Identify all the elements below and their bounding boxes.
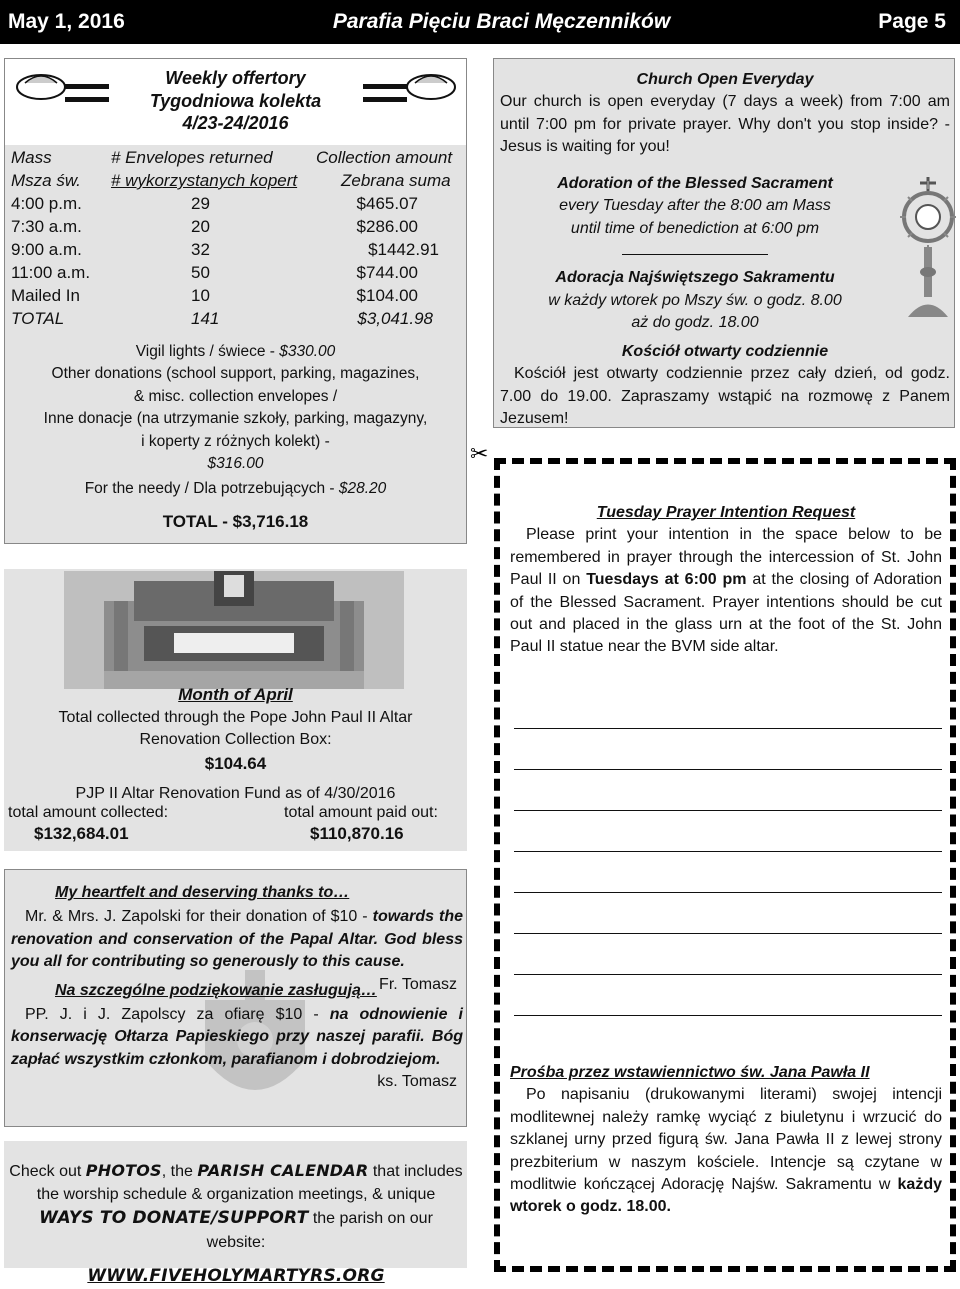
prayer-pl-time: każdy wtorek o godz. 18.00. bbox=[510, 1175, 942, 1216]
website-text bbox=[8, 1159, 464, 1289]
writing-line[interactable] bbox=[514, 974, 942, 975]
envelope-count: 10 bbox=[191, 286, 210, 305]
prayer-time: Tuesdays at 6:00 pm bbox=[586, 571, 747, 589]
monstrance-icon bbox=[898, 177, 958, 327]
header-page-number: Page 5 bbox=[878, 10, 946, 34]
vigil-lights-line bbox=[5, 341, 466, 363]
photos-label: PHOTOS bbox=[85, 1161, 162, 1180]
prayer-instructions-pl bbox=[510, 1062, 942, 1219]
adoration-schedule bbox=[500, 173, 890, 334]
altar-renovation-box bbox=[4, 569, 467, 851]
table-row bbox=[11, 193, 463, 216]
parish-calendar-label: PARISH CALENDAR bbox=[197, 1161, 369, 1180]
column-header-amount: Collection amount bbox=[316, 148, 453, 167]
collected-amount: $132,684.01 bbox=[34, 824, 129, 843]
thanks-en-plain: Mr. & Mrs. J. Zapolski for their donation of $10 - bbox=[25, 908, 368, 926]
prayer-paragraph bbox=[510, 524, 942, 658]
page-header bbox=[0, 0, 960, 44]
envelope-count: 20 bbox=[191, 217, 210, 236]
signature-ks-tomasz: ks. Tomasz bbox=[377, 1073, 457, 1091]
collected-label: total amount collected: bbox=[8, 804, 169, 821]
needy-amount: $28.20 bbox=[338, 479, 387, 497]
website-text-3: that includes the worship schedule & organization meetings, & unique bbox=[36, 1163, 463, 1204]
other-donations-en-2: & misc. collection envelopes / bbox=[133, 387, 338, 405]
prayer-heading-pl: Prośba przez wstawiennictwo św. Jana Pawła II bbox=[510, 1064, 870, 1081]
adoracja-line-1: w każdy wtorek po Mszy św. o godz. 8.00 bbox=[548, 291, 842, 309]
table-row bbox=[11, 285, 463, 308]
offertory-table bbox=[11, 147, 463, 331]
mass-time: Mailed In bbox=[11, 286, 80, 305]
signature-fr-tomasz: Fr. Tomasz bbox=[379, 975, 457, 993]
ways-to-donate-label: WAYS TO DONATE/SUPPORT bbox=[39, 1208, 309, 1229]
intention-writing-lines[interactable] bbox=[514, 728, 942, 1056]
table-header-en bbox=[11, 147, 463, 170]
thanks-en-bold: towards the renovation and conservation of the Papal Altar. God bless you all for contributing so generously to this cause. bbox=[11, 908, 463, 971]
thanks-text bbox=[11, 882, 463, 1094]
table-row bbox=[11, 239, 463, 262]
header-date: May 1, 2016 bbox=[8, 10, 125, 34]
other-donations bbox=[5, 341, 466, 500]
collection-basket-icon bbox=[361, 67, 459, 107]
church-open-heading: Church Open Everyday bbox=[636, 71, 814, 88]
adoration-line-1: every Tuesday after the 8:00 am Mass bbox=[559, 197, 831, 215]
other-donations-pl-2: i koperty z różnych kolekt) - bbox=[141, 432, 330, 450]
adoration-line-2: until time of benediction at 6:00 pm bbox=[570, 219, 820, 237]
writing-line[interactable] bbox=[514, 728, 942, 729]
collection-amount: $465.07 bbox=[356, 194, 418, 213]
box-amount: $104.64 bbox=[204, 753, 267, 773]
writing-line[interactable] bbox=[514, 892, 942, 893]
website-text-2: , the bbox=[161, 1163, 193, 1180]
church-open-paragraph-pl: Kościół jest otwarty codziennie przez cały dzień, od godz. 7.00 do 19.00. Zapraszamy wstąpić na rozmowę z Panem Jezusem! bbox=[500, 365, 950, 428]
website-text-4: the parish on our website: bbox=[206, 1210, 433, 1252]
vigil-label: Vigil lights / świece - bbox=[135, 343, 275, 360]
needy-label: For the needy / Dla potrzebujących - bbox=[84, 479, 335, 497]
table-row bbox=[11, 262, 463, 285]
altar-line-2: Renovation Collection Box: bbox=[139, 731, 332, 749]
prayer-heading: Tuesday Prayer Intention Request bbox=[596, 504, 856, 521]
thanks-paragraph-pl bbox=[11, 1004, 463, 1091]
paid-amount: $110,870.16 bbox=[310, 824, 404, 843]
website-text-1: Check out bbox=[9, 1163, 82, 1180]
offertory-title-en: Weekly offertory bbox=[165, 68, 306, 88]
fund-line: PJP II Altar Renovation Fund as of 4/30/2016 bbox=[75, 785, 396, 803]
offertory-title-pl: Tygodniowa kolekta bbox=[149, 90, 322, 111]
writing-line[interactable] bbox=[514, 810, 942, 811]
website-link[interactable]: WWW.FIVEHOLYMARTYRS.ORG bbox=[87, 1266, 385, 1287]
envelope-count: 29 bbox=[191, 194, 210, 213]
month-heading: Month of April bbox=[178, 685, 293, 704]
collection-amount: $744.00 bbox=[356, 263, 418, 282]
thanks-pl-plain: PP. J. i J. Zapolscy za ofiarę $10 - bbox=[25, 1005, 319, 1023]
header-parish-name: Parafia Pięciu Braci Męczenników bbox=[332, 10, 671, 34]
adoracja-heading: Adoracja Najświętszego Sakramentu bbox=[555, 269, 835, 287]
writing-line[interactable] bbox=[514, 851, 942, 852]
thanks-heading-pl: Na szczególne podziękowanie zasługują… bbox=[55, 981, 377, 999]
total-envelopes: 141 bbox=[191, 309, 220, 328]
other-donations-en: Other donations (school support, parking, magazines, bbox=[51, 365, 420, 383]
column-header-envelopes: # Envelopes returned bbox=[111, 148, 273, 167]
thanks-heading-en: My heartfelt and deserving thanks to… bbox=[55, 884, 350, 901]
vigil-amount: $330.00 bbox=[279, 343, 336, 360]
prayer-intention-form bbox=[494, 458, 956, 1272]
column-header-envelopes-pl: # wykorzystanych kopert bbox=[111, 171, 298, 190]
adoracja-line-2: aż do godz. 18.00 bbox=[631, 313, 759, 331]
column-header-mass-pl: Msza św. bbox=[11, 171, 81, 190]
envelope-count: 32 bbox=[191, 240, 210, 259]
divider bbox=[622, 254, 768, 255]
collection-amount: $1442.91 bbox=[368, 240, 439, 259]
paid-label: total amount paid out: bbox=[284, 804, 438, 821]
prayer-instructions-en bbox=[510, 502, 942, 659]
offertory-header bbox=[5, 59, 466, 145]
column-header-mass: Mass bbox=[11, 148, 52, 167]
writing-line[interactable] bbox=[514, 933, 942, 934]
prayer-text-2: at the closing of Adoration of the Blessed Sacrament. Prayer intentions should be cut out and placed in the glass urn at the foot of the St. John Paul II statue near the BVM side altar. bbox=[510, 571, 942, 656]
altar-photo bbox=[64, 571, 404, 689]
writing-line[interactable] bbox=[514, 769, 942, 770]
adoration-heading: Adoration of the Blessed Sacrament bbox=[557, 175, 833, 192]
mass-time: 7:30 a.m. bbox=[11, 217, 82, 236]
website-box bbox=[4, 1141, 467, 1287]
church-open-heading-pl: Kościół otwarty codziennie bbox=[621, 343, 829, 360]
prayer-pl-text: Po napisaniu (drukowanymi literami) swojej intencji modlitewnej należy ramkę wyciąć z biuletynu i wrzucić do szklanej urny przed figurą św. Jana Pawła II z lewej strony prezbiterium w naszym kościele. Intencje są czytane w modlitwie kończącej Adorację Najśw. Sakramentu w bbox=[510, 1086, 942, 1193]
church-open-pl bbox=[500, 341, 950, 431]
weekly-offertory-box bbox=[4, 58, 467, 544]
needy-line bbox=[5, 478, 466, 500]
altar-line-1: Total collected through the Pope John Paul II Altar bbox=[58, 708, 413, 726]
scissors-icon: ✂ bbox=[470, 441, 489, 466]
writing-line[interactable] bbox=[514, 1015, 942, 1016]
offertory-date: 4/23-24/2016 bbox=[182, 113, 289, 133]
table-row bbox=[11, 216, 463, 239]
table-total-row bbox=[11, 308, 463, 331]
collection-amount: $104.00 bbox=[356, 286, 418, 305]
column-header-amount-pl: Zebrana suma bbox=[341, 171, 451, 190]
prayer-text-1: Please print your intention in the space below to be remembered in prayer through the intercession of St. John Paul II on bbox=[510, 526, 942, 589]
collection-amount: $286.00 bbox=[356, 217, 418, 236]
mass-time: 4:00 p.m. bbox=[11, 194, 82, 213]
total-amount: $3,041.98 bbox=[357, 309, 433, 328]
total-label: TOTAL bbox=[11, 309, 65, 328]
church-open-text bbox=[500, 69, 950, 428]
altar-collection-text bbox=[4, 683, 467, 806]
mass-time: 9:00 a.m. bbox=[11, 240, 82, 259]
thanks-box bbox=[4, 869, 467, 1127]
prayer-paragraph-pl bbox=[510, 1084, 942, 1218]
table-header-pl bbox=[11, 170, 463, 193]
mass-time: 11:00 a.m. bbox=[11, 263, 91, 282]
grand-total: TOTAL - $3,716.18 bbox=[162, 512, 309, 531]
other-donations-pl: Inne donacje (na utrzymanie szkoły, parking, magazyny, bbox=[43, 410, 428, 428]
other-donations-amount: $316.00 bbox=[207, 455, 264, 473]
envelope-count: 50 bbox=[191, 263, 210, 282]
thanks-pl-bold: na odnowienie i konserwację Ołtarza Papieskiego przy naszej parafii. Bóg zapłać wszystkim członkom, parafianom i dobrodziejom. bbox=[11, 1005, 463, 1068]
church-open-box bbox=[493, 58, 955, 428]
church-open-paragraph: Our church is open everyday (7 days a week) from 7:00 am until 7:00 pm for private prayer. Why don't you stop inside? - Jesus is waiting for you! bbox=[500, 93, 950, 156]
